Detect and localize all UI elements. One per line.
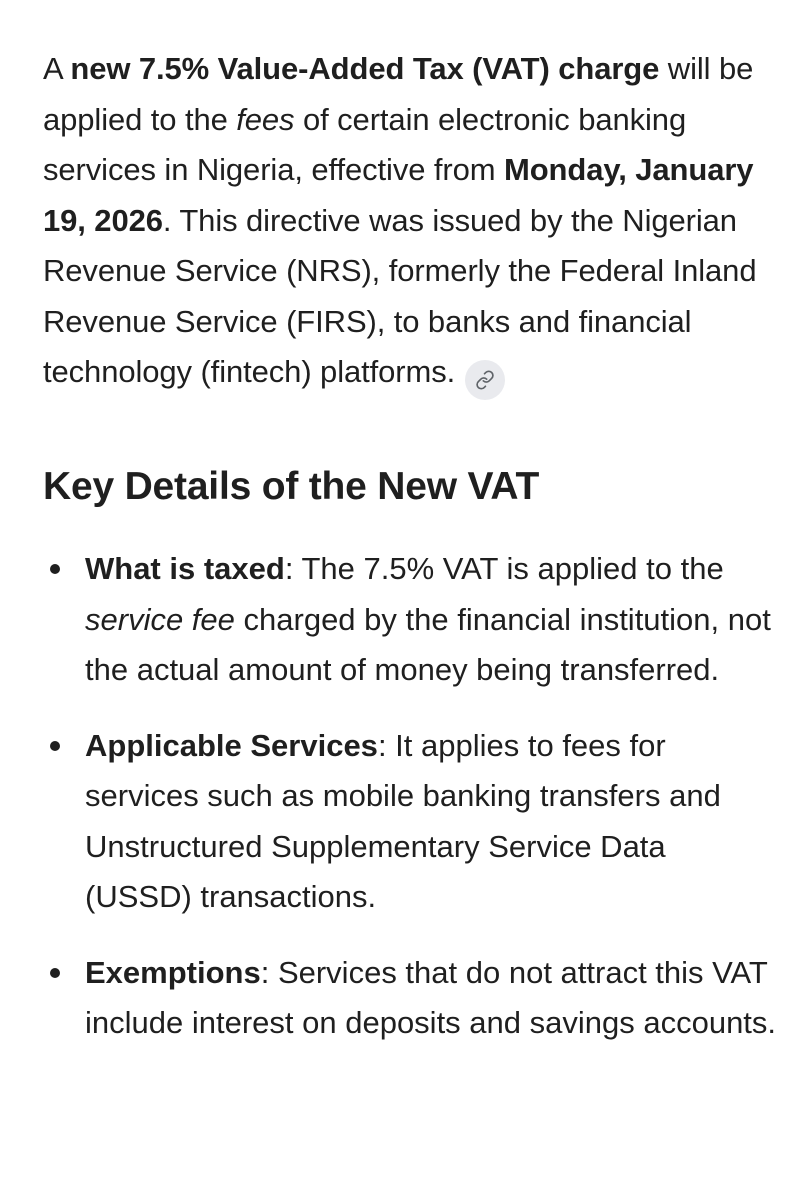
section-heading: Key Details of the New VAT (43, 465, 540, 508)
intro-text: A (43, 51, 71, 86)
source-link-button[interactable] (465, 360, 505, 400)
list-item (43, 948, 778, 1049)
list-item-text: : Services that do not attract this VAT include interest on deposits and savings accounts. (85, 954, 777, 1040)
list-item-text: : The 7.5% VAT is applied to the (284, 551, 724, 586)
list-item (43, 721, 778, 923)
intro-text: will be applied to the (43, 51, 754, 137)
bullet-icon (50, 741, 60, 751)
intro-text: . This directive was issued by the Nigerian Revenue Service (NRS), formerly the Federal Inland Revenue Service (FIRS), to banks and financial technology (fintech) platforms. (43, 202, 757, 389)
intro-paragraph (43, 44, 778, 400)
service-fee-emphasis: service fee (85, 601, 235, 637)
effective-date-highlight: Monday, January 19, 2026 (43, 152, 754, 238)
list-item (43, 544, 778, 696)
article-content (43, 44, 778, 1074)
bullet-icon (50, 564, 60, 574)
bullet-icon (50, 968, 60, 978)
intro-text: of certain electronic banking services in Nigeria, effective from (43, 101, 687, 187)
list-item-label: What is taxed (85, 551, 285, 586)
details-list (43, 544, 778, 1049)
link-icon (475, 370, 495, 390)
vat-charge-highlight: new 7.5% Value-Added Tax (VAT) charge (70, 51, 660, 86)
list-item-text: : It applies to fees for services such as mobile banking transfers and Unstructured Supplementary Service Data (USSD) transactions. (85, 727, 721, 914)
list-item-text: charged by the financial institution, not the actual amount of money being transferred. (85, 601, 771, 687)
list-item-label: Exemptions (85, 954, 261, 990)
fees-emphasis: fees (236, 101, 295, 137)
list-item-label: Applicable Services (85, 727, 378, 763)
